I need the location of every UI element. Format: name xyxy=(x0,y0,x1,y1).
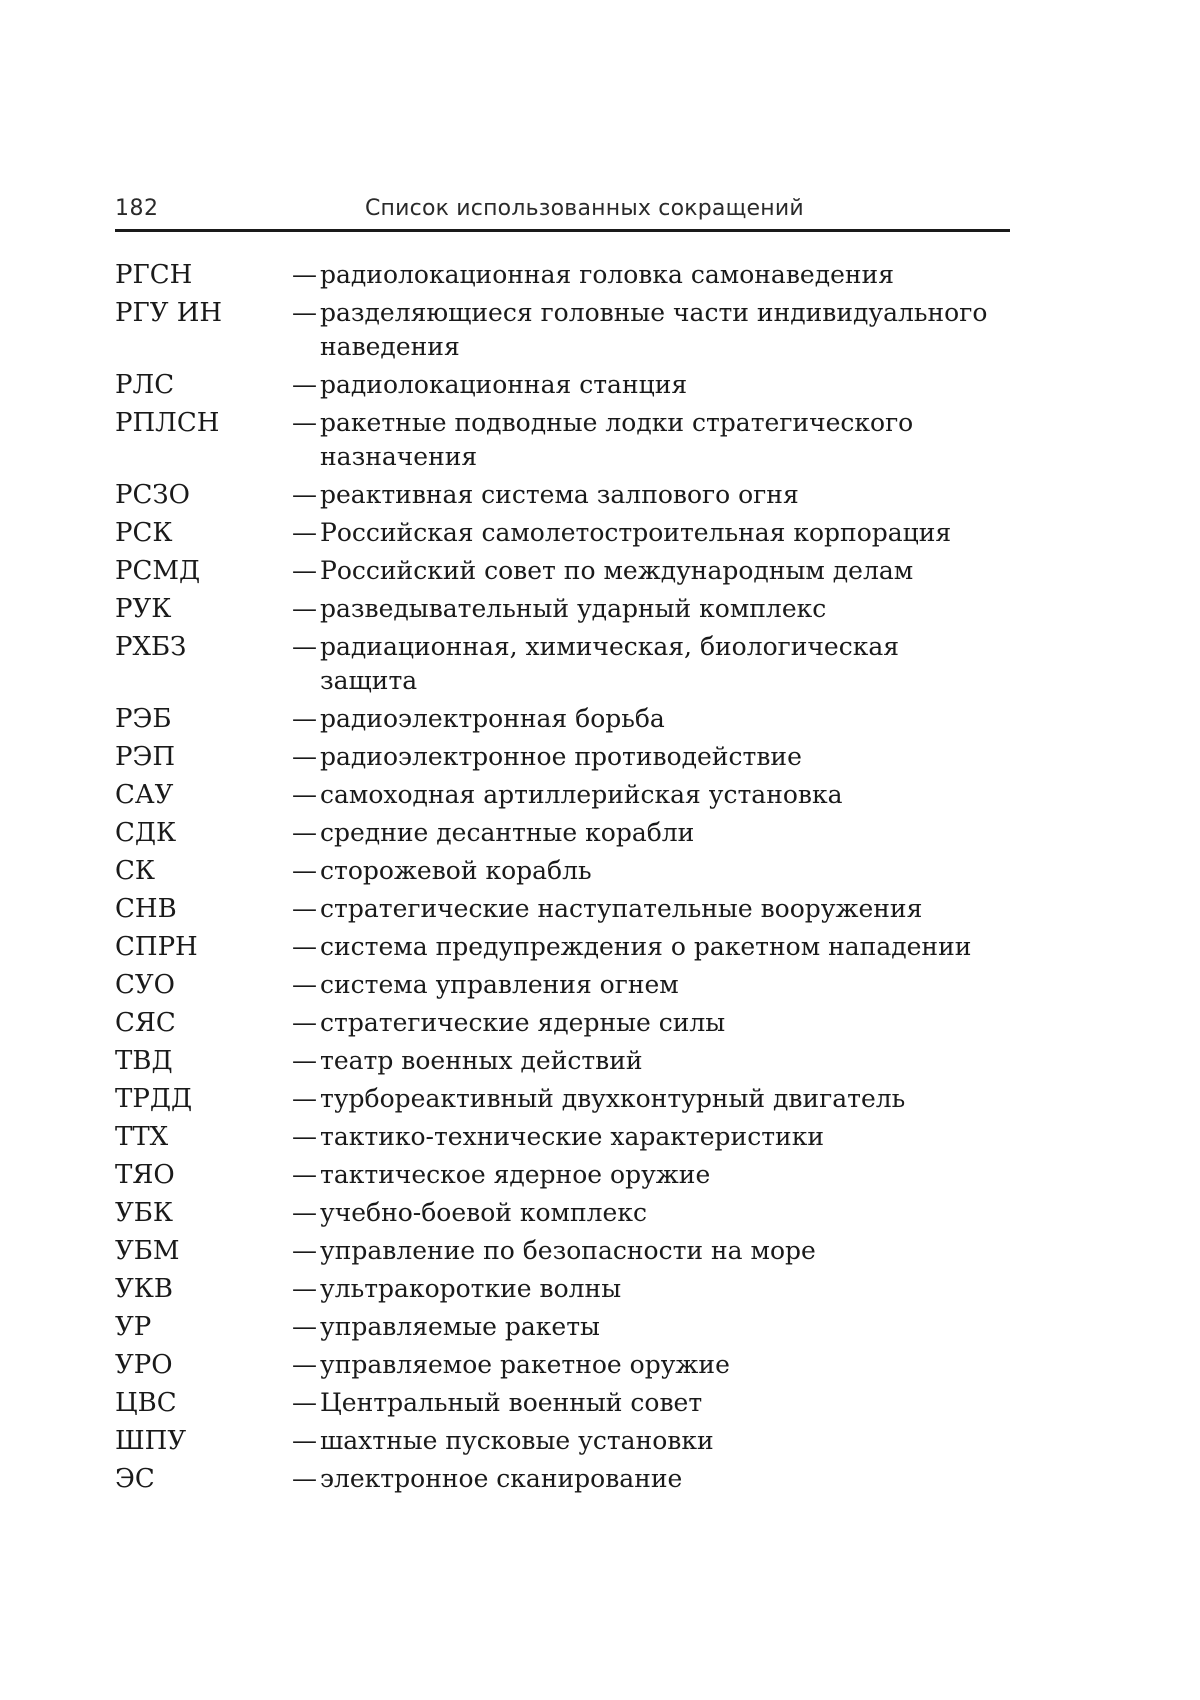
abbreviation-term: РГУ ИН xyxy=(115,296,292,330)
abbreviation-term: УРО xyxy=(115,1348,292,1382)
abbreviation-entry xyxy=(115,816,1015,850)
abbreviation-term: РСМД xyxy=(115,554,292,588)
abbreviation-entry xyxy=(115,1310,1015,1344)
abbreviation-definition: тактико-технические характеристики xyxy=(320,1120,990,1154)
abbreviation-term: РСК xyxy=(115,516,292,550)
em-dash: — xyxy=(292,1462,320,1496)
abbreviation-entry xyxy=(115,778,1015,812)
em-dash: — xyxy=(292,516,320,550)
abbreviation-term: СНВ xyxy=(115,892,292,926)
abbreviation-definition: разведывательный ударный комплекс xyxy=(320,592,990,626)
header-rule xyxy=(115,229,1010,232)
abbreviation-term: РЭП xyxy=(115,740,292,774)
abbreviation-entry xyxy=(115,702,1015,736)
document-page xyxy=(0,0,1200,1700)
em-dash: — xyxy=(292,258,320,292)
abbreviation-entry xyxy=(115,968,1015,1002)
abbreviation-entry xyxy=(115,630,1015,698)
abbreviation-list xyxy=(115,258,1015,1500)
running-head-title: Список использованных сокращений xyxy=(365,196,804,221)
abbreviation-definition: управляемое ракетное оружие xyxy=(320,1348,990,1382)
abbreviation-definition: электронное сканирование xyxy=(320,1462,990,1496)
em-dash: — xyxy=(292,1310,320,1344)
abbreviation-term: САУ xyxy=(115,778,292,812)
abbreviation-definition: средние десантные корабли xyxy=(320,816,990,850)
abbreviation-term: СУО xyxy=(115,968,292,1002)
em-dash: — xyxy=(292,1234,320,1268)
abbreviation-definition: сторожевой корабль xyxy=(320,854,990,888)
abbreviation-definition: стратегические наступательные вооружения xyxy=(320,892,990,926)
em-dash: — xyxy=(292,968,320,1002)
abbreviation-definition: система предупреждения о ракетном нападении xyxy=(320,930,990,964)
abbreviation-term: СПРН xyxy=(115,930,292,964)
abbreviation-entry xyxy=(115,740,1015,774)
abbreviation-entry xyxy=(115,368,1015,402)
abbreviation-definition: учебно-боевой комплекс xyxy=(320,1196,990,1230)
abbreviation-term: ЭС xyxy=(115,1462,292,1496)
abbreviation-definition: турбореактивный двухконтурный двигатель xyxy=(320,1082,990,1116)
abbreviation-definition: радиоэлектронное противодействие xyxy=(320,740,990,774)
abbreviation-definition: радиационная, химическая, биологическая защита xyxy=(320,630,990,698)
em-dash: — xyxy=(292,1272,320,1306)
abbreviation-definition: радиоэлектронная борьба xyxy=(320,702,990,736)
em-dash: — xyxy=(292,816,320,850)
em-dash: — xyxy=(292,892,320,926)
abbreviation-entry xyxy=(115,854,1015,888)
abbreviation-entry xyxy=(115,1044,1015,1078)
em-dash: — xyxy=(292,702,320,736)
em-dash: — xyxy=(292,296,320,330)
abbreviation-definition: Российская самолетостроительная корпорация xyxy=(320,516,990,550)
abbreviation-term: СК xyxy=(115,854,292,888)
abbreviation-term: СЯС xyxy=(115,1006,292,1040)
abbreviation-entry xyxy=(115,930,1015,964)
abbreviation-entry xyxy=(115,1348,1015,1382)
em-dash: — xyxy=(292,930,320,964)
abbreviation-entry xyxy=(115,1120,1015,1154)
em-dash: — xyxy=(292,1082,320,1116)
abbreviation-term: ТТХ xyxy=(115,1120,292,1154)
em-dash: — xyxy=(292,592,320,626)
abbreviation-term: ЦВС xyxy=(115,1386,292,1420)
page-number: 182 xyxy=(115,196,159,221)
abbreviation-term: УКВ xyxy=(115,1272,292,1306)
abbreviation-definition: система управления огнем xyxy=(320,968,990,1002)
em-dash: — xyxy=(292,778,320,812)
abbreviation-term: ТВД xyxy=(115,1044,292,1078)
em-dash: — xyxy=(292,1044,320,1078)
abbreviation-term: РУК xyxy=(115,592,292,626)
em-dash: — xyxy=(292,740,320,774)
abbreviation-term: РХБЗ xyxy=(115,630,292,664)
abbreviation-entry xyxy=(115,1272,1015,1306)
abbreviation-entry xyxy=(115,1158,1015,1192)
abbreviation-definition: самоходная артиллерийская установка xyxy=(320,778,990,812)
abbreviation-definition: Центральный военный совет xyxy=(320,1386,990,1420)
abbreviation-entry xyxy=(115,1196,1015,1230)
abbreviation-entry xyxy=(115,478,1015,512)
abbreviation-term: РПЛСН xyxy=(115,406,292,440)
em-dash: — xyxy=(292,854,320,888)
abbreviation-entry xyxy=(115,1234,1015,1268)
em-dash: — xyxy=(292,630,320,664)
abbreviation-term: РГСН xyxy=(115,258,292,292)
abbreviation-term: РЛС xyxy=(115,368,292,402)
em-dash: — xyxy=(292,1158,320,1192)
em-dash: — xyxy=(292,1006,320,1040)
abbreviation-entry xyxy=(115,1386,1015,1420)
em-dash: — xyxy=(292,1386,320,1420)
em-dash: — xyxy=(292,1424,320,1458)
abbreviation-definition: ультракороткие волны xyxy=(320,1272,990,1306)
abbreviation-term: УБМ xyxy=(115,1234,292,1268)
abbreviation-definition: радиолокационная станция xyxy=(320,368,990,402)
abbreviation-entry xyxy=(115,1424,1015,1458)
abbreviation-definition: управляемые ракеты xyxy=(320,1310,990,1344)
abbreviation-term: УР xyxy=(115,1310,292,1344)
abbreviation-term: РСЗО xyxy=(115,478,292,512)
abbreviation-entry xyxy=(115,296,1015,364)
abbreviation-entry xyxy=(115,554,1015,588)
abbreviation-entry xyxy=(115,1462,1015,1496)
abbreviation-term: ШПУ xyxy=(115,1424,292,1458)
abbreviation-entry xyxy=(115,1082,1015,1116)
abbreviation-term: СДК xyxy=(115,816,292,850)
abbreviation-definition: тактическое ядерное оружие xyxy=(320,1158,990,1192)
em-dash: — xyxy=(292,554,320,588)
em-dash: — xyxy=(292,368,320,402)
abbreviation-definition: разделяющиеся головные части индивидуального наведения xyxy=(320,296,990,364)
abbreviation-term: УБК xyxy=(115,1196,292,1230)
running-head xyxy=(115,190,1010,232)
abbreviation-definition: управление по безопасности на море xyxy=(320,1234,990,1268)
abbreviation-definition: ракетные подводные лодки стратегического назначения xyxy=(320,406,990,474)
em-dash: — xyxy=(292,478,320,512)
abbreviation-entry xyxy=(115,406,1015,474)
abbreviation-term: РЭБ xyxy=(115,702,292,736)
abbreviation-definition: реактивная система залпового огня xyxy=(320,478,990,512)
em-dash: — xyxy=(292,1348,320,1382)
em-dash: — xyxy=(292,406,320,440)
abbreviation-term: ТЯО xyxy=(115,1158,292,1192)
abbreviation-entry xyxy=(115,258,1015,292)
abbreviation-definition: стратегические ядерные силы xyxy=(320,1006,990,1040)
abbreviation-entry xyxy=(115,1006,1015,1040)
abbreviation-entry xyxy=(115,516,1015,550)
abbreviation-entry xyxy=(115,592,1015,626)
abbreviation-definition: Российский совет по международным делам xyxy=(320,554,990,588)
abbreviation-entry xyxy=(115,892,1015,926)
em-dash: — xyxy=(292,1196,320,1230)
abbreviation-term: ТРДД xyxy=(115,1082,292,1116)
abbreviation-definition: шахтные пусковые установки xyxy=(320,1424,990,1458)
abbreviation-definition: радиолокационная головка самонаведения xyxy=(320,258,990,292)
em-dash: — xyxy=(292,1120,320,1154)
abbreviation-definition: театр военных действий xyxy=(320,1044,990,1078)
